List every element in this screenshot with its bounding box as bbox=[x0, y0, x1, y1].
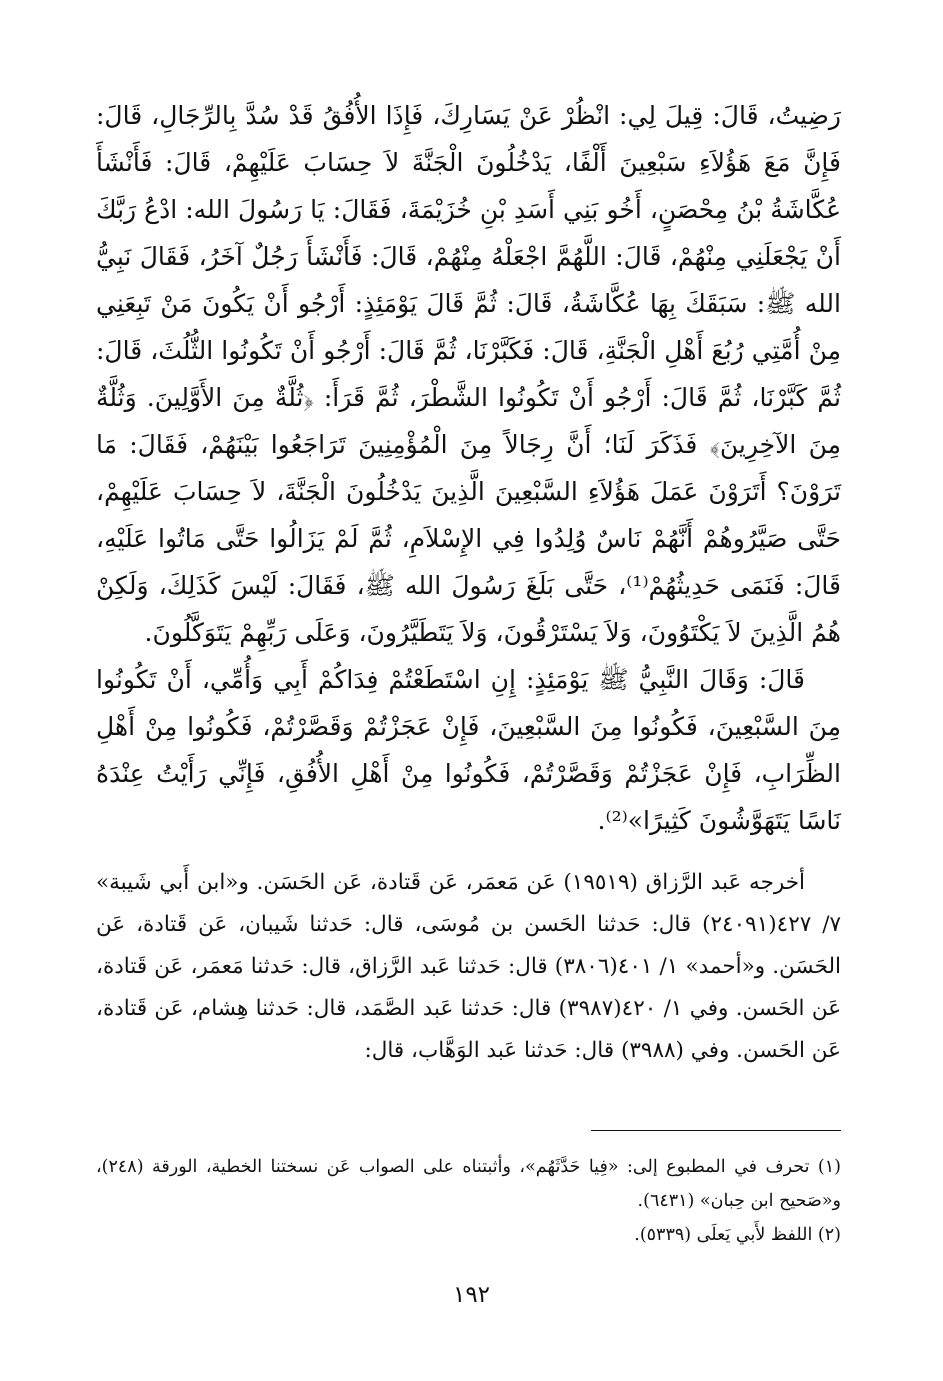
footnote-1: (١) تحرف في المطبوع إلى: «فِيا حَدَّثَهُم»، وأثبتناه على الصواب عَن نسختنا الخطية، الورقة (٢٤٨)، و«صَحيح ابن حِبان» (٦٤٣١). bbox=[96, 1157, 841, 1211]
hadith-paragraph-2: قَالَ: وَقَالَ النَّبِيُّ ﷺ يَوْمَئِذٍ: إِنِ اسْتَطَعْتُمْ فِدَاكُمْ أَبِي وَأُمِّي، أَنْ تَكُونُوا مِنَ السَّبْعِينَ، فَكُونُوا مِنَ السَّبْعِينَ، فَإِنْ عَجَزْتُمْ وَقَصَّرْتُمْ، فَكُونُوا مِنْ أَهْلِ الظِّرَابِ، فَإِنْ عَجَزْتُمْ وَقَصَّرْتُمْ، فَكُونُوا مِنْ أَهْلِ الأُفُقِ، فَإِنِّي رَأَيْتُ عِنْدَهُ نَاسًا يَتَهَوَّشُونَ كَثِيرًا»⁽²⁾. bbox=[96, 665, 841, 835]
page-number: ١٩٢ bbox=[452, 1282, 491, 1308]
footnotes bbox=[96, 1150, 841, 1252]
takhrij-paragraph: أخرجه عَبد الرَّزاق (١٩٥١٩) عَن مَعمَر، عَن قَتادة، عَن الحَسَن. و«ابن أَبي شَيبة» ٧/ ٤٢٧(٢٤٠٩١) قال: حَدثنا الحَسن بن مُوسَى، قال: حَدثنا شَيبان، عَن قَتادة، عَن الحَسَن. و«أحمد» ١/ ٤٠١(٣٨٠٦) قال: حَدثنا عَبد الرَّزاق، قال: حَدثنا مَعمَر، عَن قَتادة، عَن الحَسن. وفي ١/ ٤٢٠(٣٩٨٧) قال: حَدثنا عَبد الصَّمَد، قال: حَدثنا هِشام، عَن قَتادة، عَن الحَسن. وفي (٣٩٨٨) قال: حَدثنا عَبد الوَهَّاب، قال: bbox=[96, 870, 842, 1063]
hadith-paragraph-1: رَضِيتُ، قَالَ: قِيلَ لِي: انْظُرْ عَنْ يَسَارِكَ، فَإِذَا الأُفُقُ قَدْ سُدَّ بِالرِّجَالِ، قَالَ: فَإِنَّ مَعَ هَؤُلاَءِ سَبْعِينَ أَلْفًا، يَدْخُلُونَ الْجَنَّةَ لاَ حِسَابَ عَلَيْهِمْ، قَالَ: فَأَنْشَأَ عُكَّاشَةُ بْنُ مِحْصَنٍ، أَخُو بَنِي أَسَدِ بْنِ خُزَيْمَةَ، فَقَالَ: يَا رَسُولَ الله: ادْعُ رَبَّكَ أَنْ يَجْعَلَنِي مِنْهُمْ، قَالَ: اللَّهُمَّ اجْعَلْهُ مِنْهُمْ، قَالَ: فَأَنْشَأَ رَجُلٌ آخَرُ، فَقَالَ نَبِيُّ الله ﷺ: سَبَقَكَ بِهَا عُكَّاشَةُ، قَالَ: ثُمَّ قَالَ يَوْمَئِذٍ: أَرْجُو أَنْ يَكُونَ مَنْ تَبِعَنِي مِنْ أُمَّتِي رُبُعَ أَهْلِ الْجَنَّةِ، قَالَ: فَكَبَّرْنَا، ثُمَّ قَالَ: أَرْجُو أَنْ تَكُونُوا الثُّلُثَ، قَالَ: ثُمَّ كَبَّرْنَا، ثُمَّ قَالَ: أَرْجُو أَنْ تَكُونُوا الشَّطْرَ، ثُمَّ قَرَأَ: ﴿ثُلَّةٌ مِنَ الأَوَّلِينَ. وَثُلَّةٌ مِنَ الآخِرِينَ﴾ فَذَكَرَ لَنَا؛ أَنَّ رِجَالاً مِنَ الْمُؤْمِنِينَ تَرَاجَعُوا بَيْنَهُمْ، فَقَالَ: مَا تَرَوْنَ؟ أَتَرَوْنَ عَمَلَ هَؤُلاَءِ السَّبْعِينَ الَّذِينَ يَدْخُلُونَ الْجَنَّةَ، لاَ حِسَابَ عَلَيْهِمْ، حَتَّى صَيَّرُوهُمْ أَنَّهُمْ نَاسٌ وُلِدُوا فِي الإِسْلاَمِ، ثُمَّ لَمْ يَزَالُوا حَتَّى مَاتُوا عَلَيْهِ، قَالَ: فَنَمَى حَدِيثُهُمْ⁽¹⁾، حَتَّى بَلَغَ رَسُولَ الله ﷺ، فَقَالَ: لَيْسَ كَذَلِكَ، وَلَكِنْ هُمُ الَّذِينَ لاَ يَكْتَوُونَ، وَلاَ يَسْتَرْقُونَ، وَلاَ يَتَطَيَّرُونَ، وَعَلَى رَبِّهِمْ يَتَوَكَّلُونَ. bbox=[96, 101, 841, 647]
footnote-divider bbox=[591, 1130, 841, 1131]
main-text bbox=[96, 92, 841, 1072]
footnote-2: (٢) اللفظ لأَبي يَعلَى (٥٣٣٩). bbox=[634, 1225, 841, 1245]
